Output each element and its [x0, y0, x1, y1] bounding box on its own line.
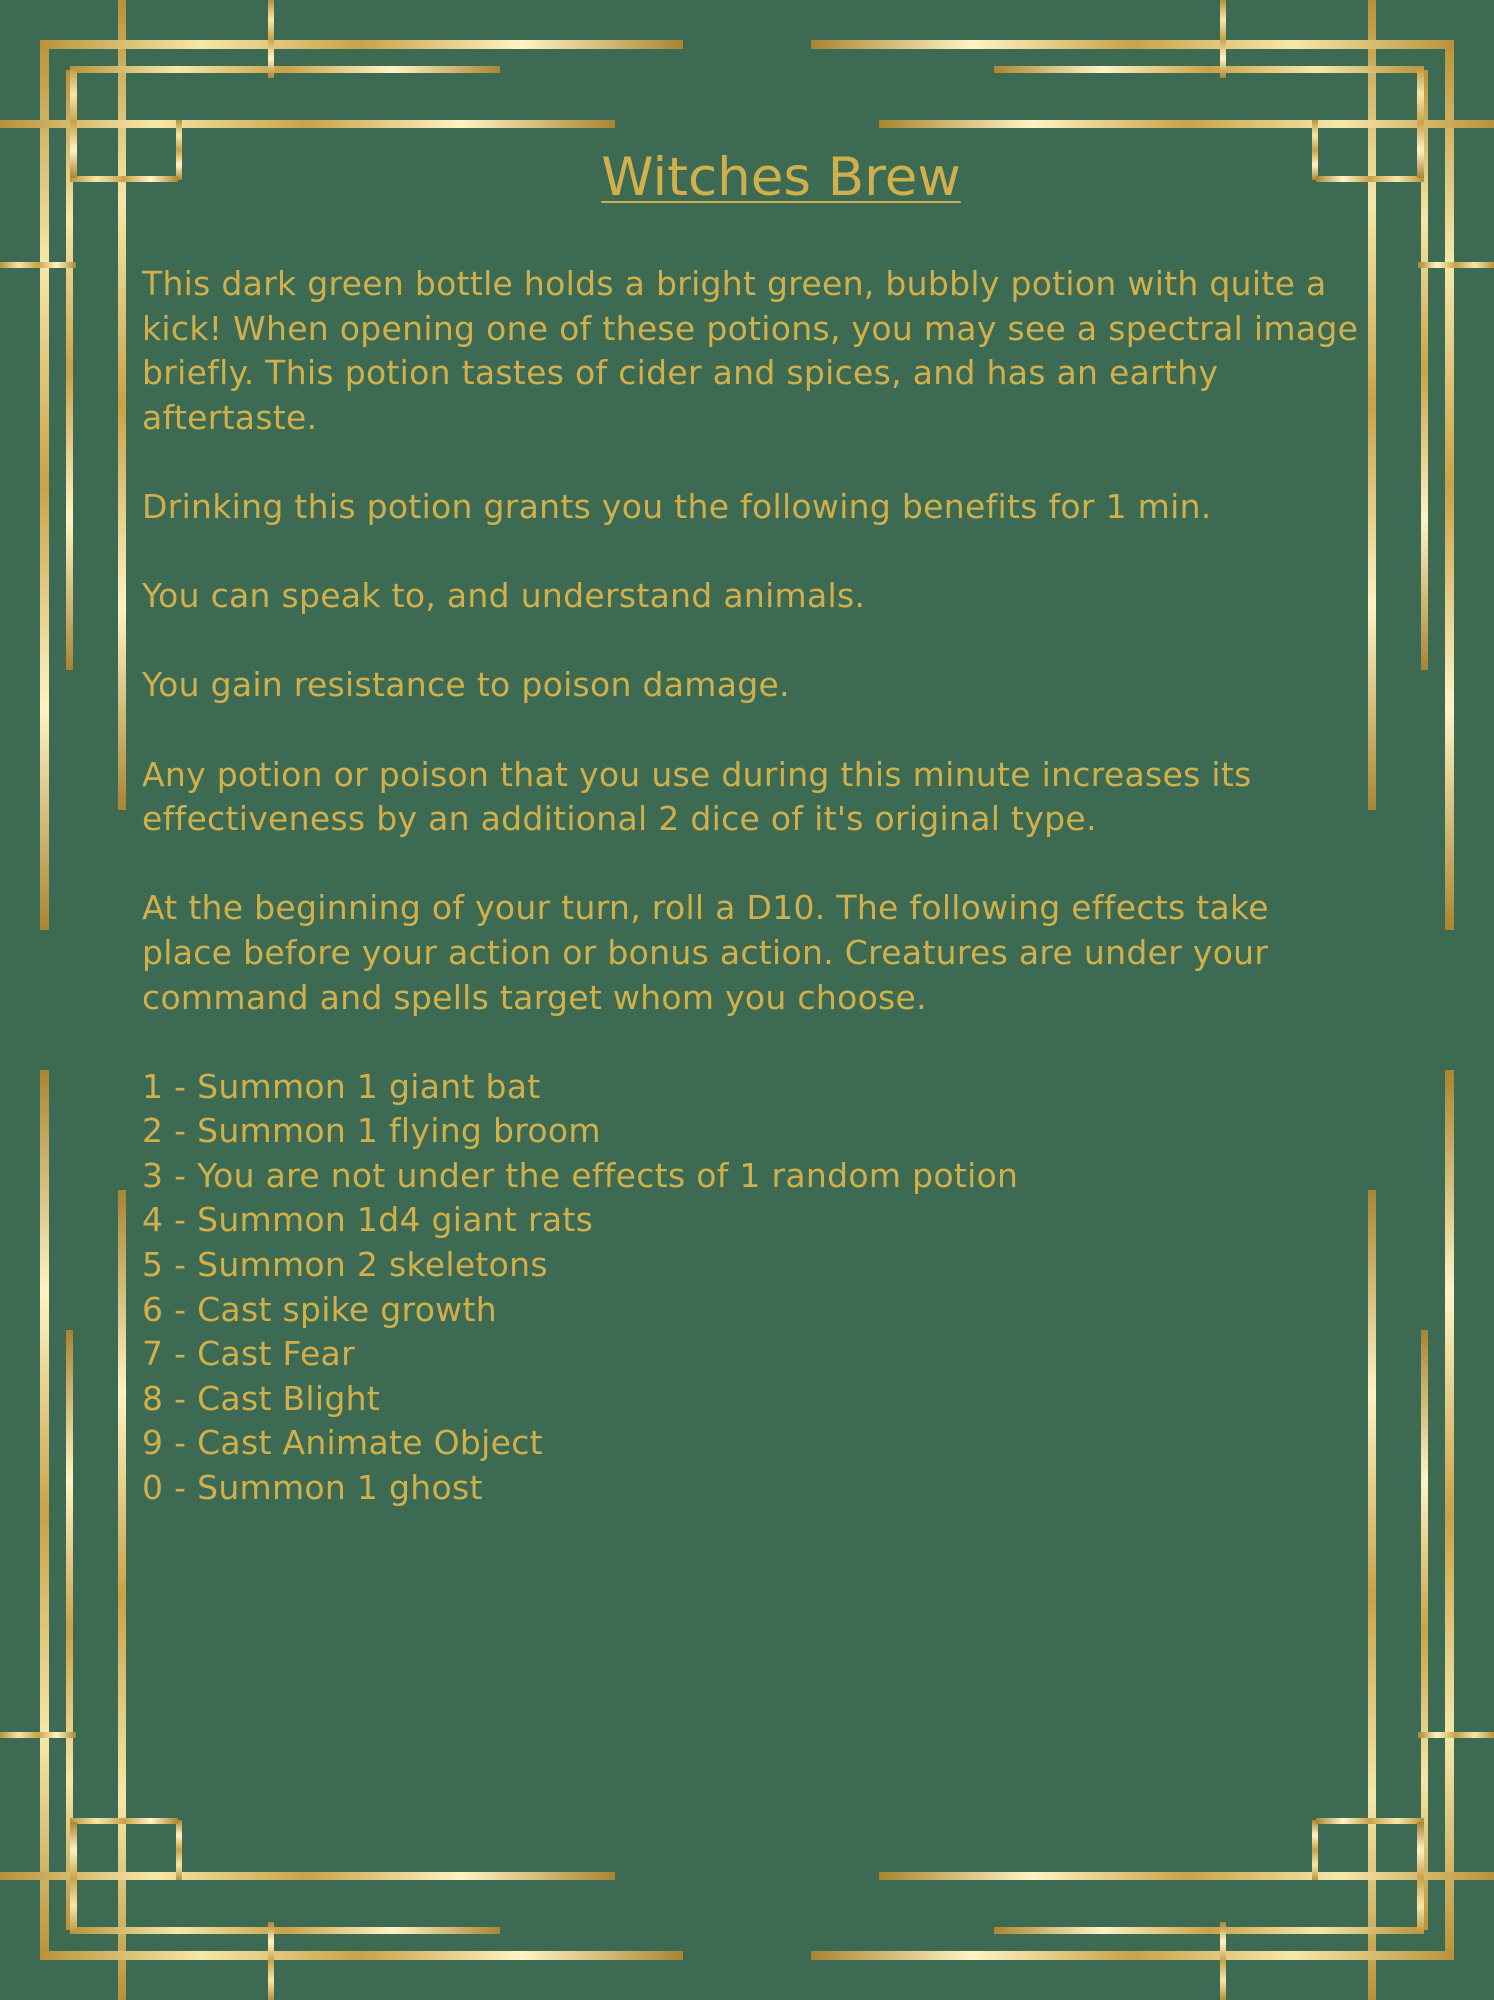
roll-table-item: 3 - You are not under the effects of 1 random potion [142, 1155, 1019, 1195]
benefit-potion-boost: Any potion or poison that you use during this minute increases its effectiveness by an additional 2 dice of it's original type. [142, 754, 1252, 839]
roll-table-item: 8 - Cast Blight [142, 1378, 381, 1418]
d10-roll-instructions: At the beginning of your turn, roll a D10. The following effects take place before your action or bonus action. Creatures are under your command and spells target whom you choose. [142, 888, 1269, 1017]
potion-title: Witches Brew [601, 147, 961, 208]
roll-table-item: 1 - Summon 1 giant bat [142, 1066, 541, 1106]
roll-table-item: 0 - Summon 1 ghost [142, 1468, 483, 1508]
benefit-poison-resistance: You gain resistance to poison damage. [142, 665, 790, 705]
roll-table-item: 6 - Cast spike growth [142, 1289, 497, 1329]
roll-table-item: 5 - Summon 2 skeletons [142, 1245, 548, 1285]
roll-table-item: 9 - Cast Animate Object [142, 1423, 543, 1463]
description-paragraph: This dark green bottle holds a bright green, bubbly potion with quite a kick! When opening one of these potions, you may see a spectral image briefly. This potion tastes of cider and spices, and has an earthy aftertaste. [142, 264, 1359, 437]
d10-roll-table [142, 1065, 1362, 1511]
roll-table-item: 7 - Cast Fear [142, 1334, 355, 1374]
potion-card-content [142, 138, 1362, 1511]
roll-table-item: 4 - Summon 1d4 giant rats [142, 1200, 594, 1240]
benefit-speak-animals: You can speak to, and understand animals. [142, 576, 866, 616]
roll-table-item: 2 - Summon 1 flying broom [142, 1111, 601, 1151]
benefits-intro: Drinking this potion grants you the following benefits for 1 min. [142, 486, 1212, 526]
